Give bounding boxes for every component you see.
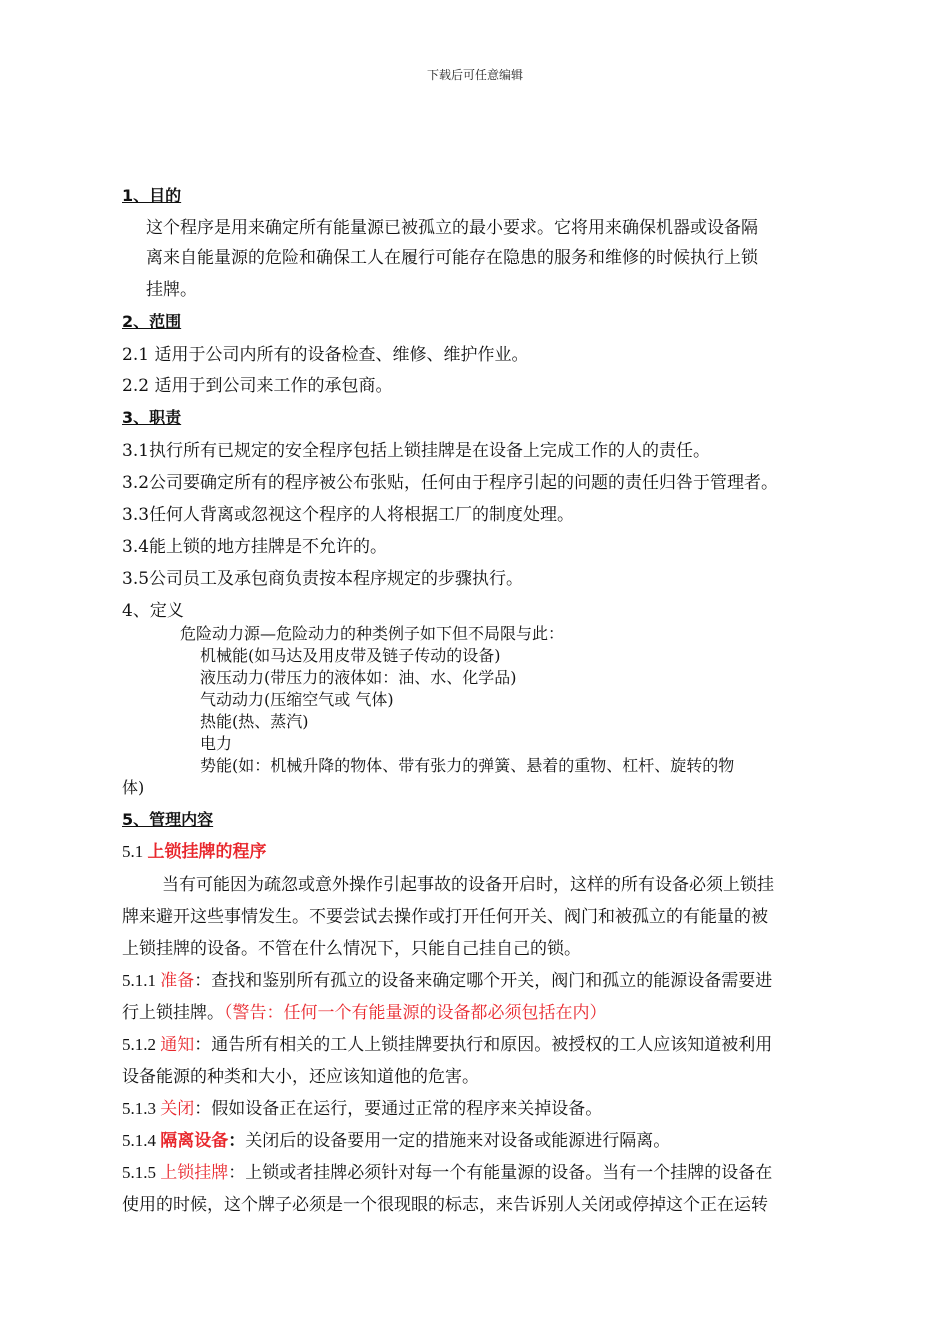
section-2-title: 2、范围: [122, 312, 182, 331]
step-text: 行上锁挂牌。: [122, 1003, 224, 1023]
step-label: 上锁挂牌: [160, 1163, 229, 1183]
definition-item: 电力: [200, 734, 233, 753]
subsection-title: 上锁挂牌的程序: [147, 842, 267, 862]
step-number: 5.1.3: [122, 1099, 161, 1118]
section-2-item: 2.1 适用于公司内所有的设备检查、维修、维护作业。: [122, 345, 529, 365]
warning-text: （警告：任何一个有能量源的设备都必须包括在内）: [224, 1003, 607, 1023]
definition-item: 机械能(如马达及用皮带及链子传动的设备): [200, 646, 501, 665]
step-colon: ：: [194, 1035, 212, 1055]
step-label: 通知: [160, 1035, 195, 1055]
step-5-1-4: [122, 1131, 670, 1151]
step-5-1-2: [122, 1035, 772, 1055]
section-3-item: 3.4能上锁的地方挂牌是不允许的。: [122, 537, 388, 557]
section-5-title: 5、管理内容: [122, 810, 214, 829]
step-5-1-1-continuation: [122, 1003, 607, 1023]
page-header: 下载后可任意编辑: [426, 68, 523, 82]
step-5-1-3: [122, 1099, 602, 1119]
step-number: 5.1.1: [122, 971, 161, 990]
step-5-1-1: [122, 971, 772, 991]
step-5-1-2-continuation: 设备能源的种类和大小，还应该知道他的危害。: [122, 1067, 479, 1087]
step-number: 5.1.2: [122, 1035, 161, 1054]
definition-item: 势能(如：机械升降的物体、带有张力的弹簧、悬着的重物、杠杆、旋转的物: [200, 756, 735, 775]
step-text: 查找和鉴别所有孤立的设备来确定哪个开关，阀门和孤立的能源设备需要进: [211, 971, 773, 991]
section-3-item: 3.5公司员工及承包商负责按本程序规定的步骤执行。: [122, 569, 524, 589]
step-number: 5.1.4: [122, 1131, 161, 1150]
definition-item: 热能(热、蒸汽): [200, 712, 309, 731]
step-text: 关闭后的设备要用一定的措施来对设备或能源进行隔离。: [245, 1131, 671, 1151]
step-label: 准备: [160, 971, 195, 991]
subsection-5-1-title: [122, 842, 267, 862]
definition-item-continuation: 体): [122, 778, 145, 797]
section-4-title: 4、定义: [122, 601, 184, 621]
section-1-paragraph-line: 这个程序是用来确定所有能量源已被孤立的最小要求。它将用来确保机器或设备隔: [146, 218, 758, 238]
section-5-paragraph-line: 当有可能因为疏忽或意外操作引起事故的设备开启时，这样的所有设备必须上锁挂: [162, 875, 774, 895]
section-3-item: 3.2公司要确定所有的程序被公布张贴，任何由于程序引起的问题的责任归咎于管理者。: [122, 473, 779, 493]
section-3-title: 3、职责: [122, 408, 182, 427]
step-colon: ：: [228, 1131, 246, 1151]
step-label: 隔离设备: [160, 1131, 229, 1151]
definition-item: 气动动力(压缩空气或 气体): [200, 690, 394, 709]
section-3-item: 3.3任何人背离或忽视这个程序的人将根据工厂的制度处理。: [122, 505, 575, 525]
step-number: 5.1.5: [122, 1163, 161, 1182]
step-5-1-5-continuation: 使用的时候，这个牌子必须是一个很现眼的标志，来告诉别人关闭或停掉这个正在运转: [122, 1195, 768, 1215]
step-5-1-5: [122, 1163, 772, 1183]
section-3-item: 3.1执行所有已规定的安全程序包括上锁挂牌是在设备上完成工作的人的责任。: [122, 441, 711, 461]
section-1-paragraph-line: 离来自能量源的危险和确保工人在履行可能存在隐患的服务和维修的时候执行上锁: [146, 248, 758, 268]
step-text: 通告所有相关的工人上锁挂牌要执行和原因。被授权的工人应该知道被利用: [211, 1035, 773, 1055]
subsection-number: 5.1: [122, 842, 148, 861]
step-colon: ：: [194, 1099, 212, 1119]
section-4-intro: 危险动力源—危险动力的种类例子如下但不局限与此：: [180, 624, 565, 643]
section-2-item: 2.2 适用于到公司来工作的承包商。: [122, 376, 393, 396]
section-1-paragraph-line: 挂牌。: [146, 280, 197, 300]
section-5-paragraph-line: 牌来避开这些事情发生。不要尝试去操作或打开任何开关、阀门和被孤立的有能量的被: [122, 907, 768, 927]
step-label: 关闭: [160, 1099, 195, 1119]
step-colon: ：: [194, 971, 212, 991]
step-text: 上锁或者挂牌必须针对每一个有能量源的设备。当有一个挂牌的设备在: [245, 1163, 773, 1183]
definition-item: 液压动力(带压力的液体如：油、水、化学品): [200, 668, 517, 687]
step-text: 假如设备正在运行，要通过正常的程序来关掉设备。: [211, 1099, 603, 1119]
section-1-title: 1、目的: [122, 186, 182, 205]
step-colon: ：: [228, 1163, 246, 1183]
section-5-paragraph-line: 上锁挂牌的设备。不管在什么情况下，只能自己挂自己的锁。: [122, 939, 581, 959]
